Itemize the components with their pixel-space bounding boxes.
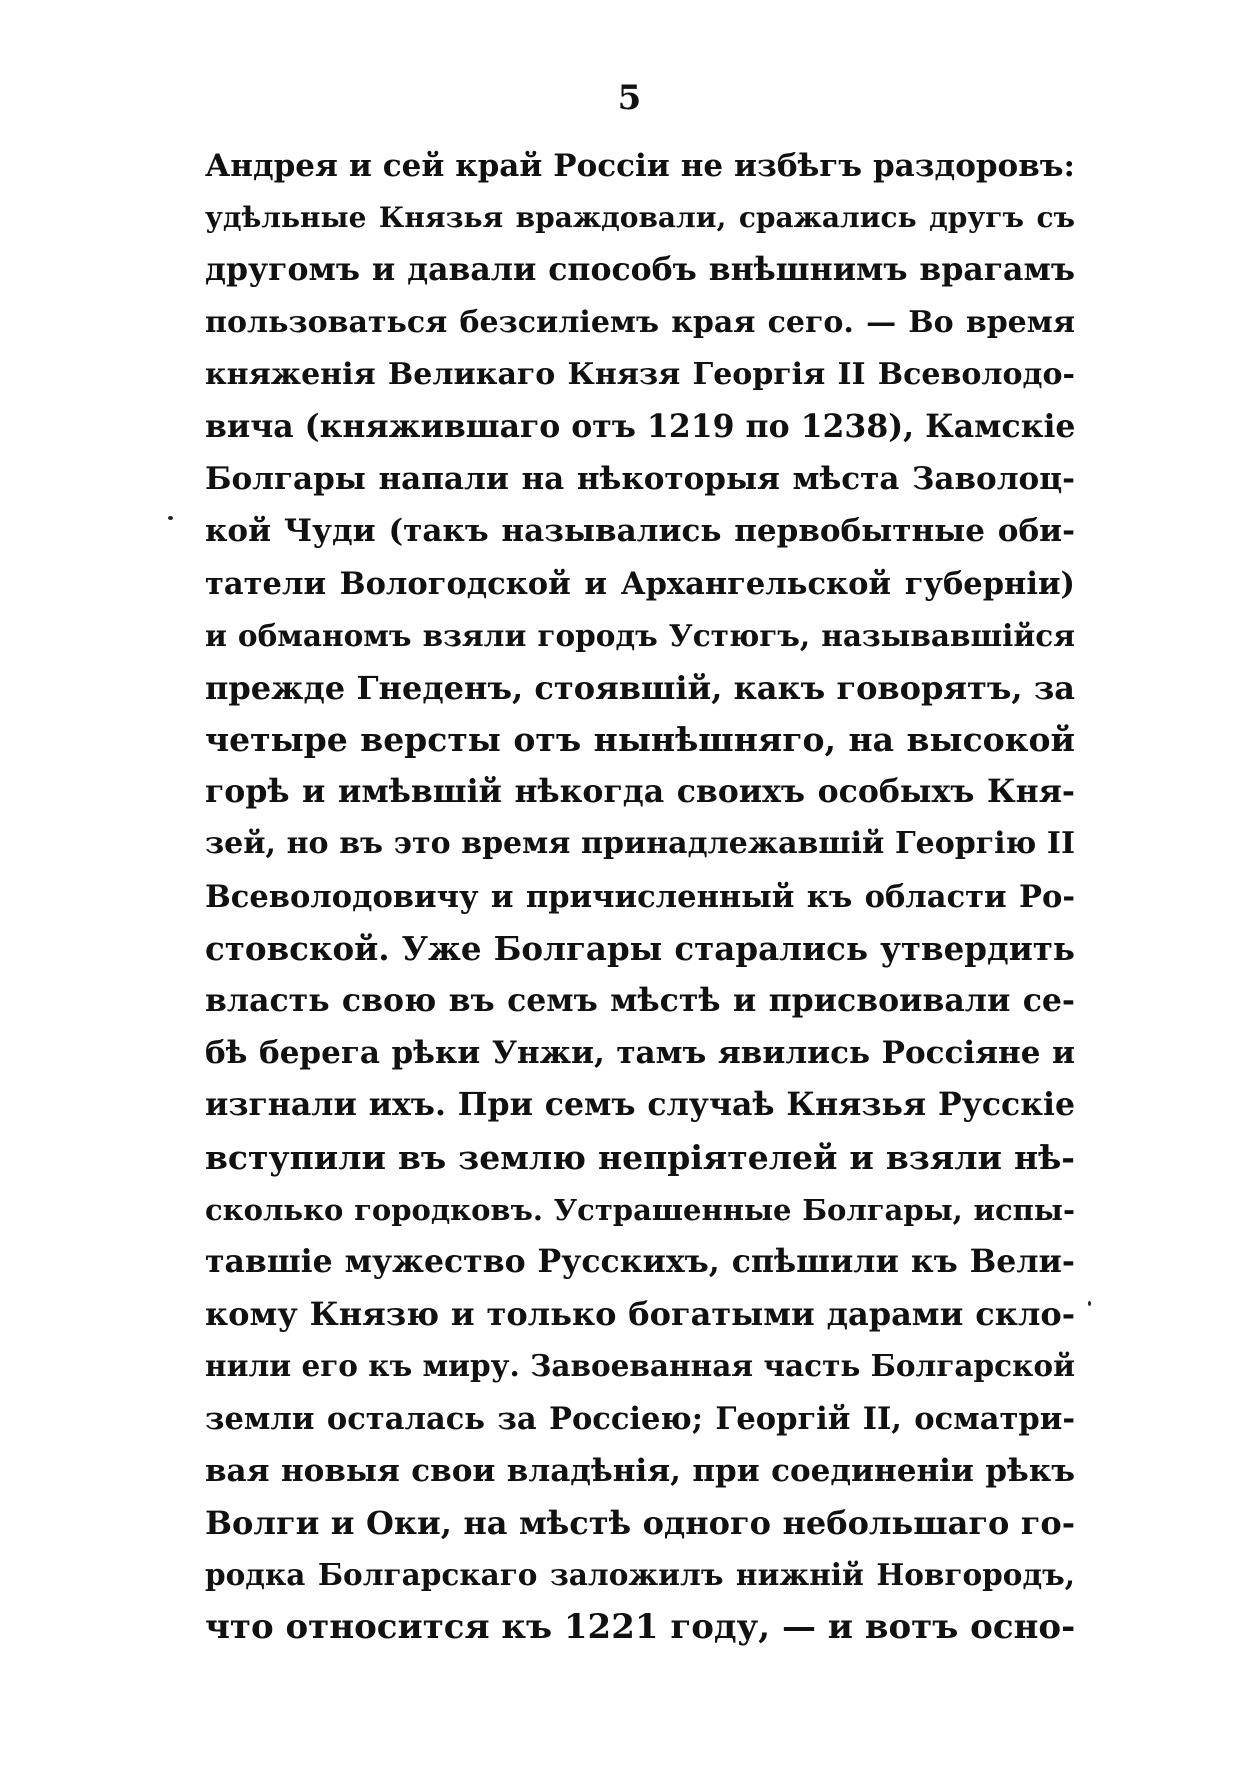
text-line: изгнали ихъ. При семъ случаѣ Князья Русскіе	[205, 1086, 1075, 1124]
text-line: другомъ и давали способъ внѣшнимъ врагамъ	[205, 251, 1075, 289]
text-line: Волги и Оки, на мѣстѣ одного небольшаго го-	[205, 1503, 1075, 1542]
text-line: Всеволодовичу и причисленный къ области Ро-	[205, 878, 1075, 915]
page-number: 5	[617, 78, 642, 118]
text-line: кой Чуди (такъ назывались первобытные оби-	[205, 513, 1075, 550]
text-line: что относится къ 1221 году, — и вотъ осно-	[205, 1607, 1075, 1648]
scan-speck	[1088, 1301, 1091, 1306]
text-line: пользоваться безсиліемъ края сего. — Во время	[205, 304, 1075, 340]
text-line: вступили въ землю непріятелей и взяли нѣ-	[205, 1137, 1075, 1177]
text-line: сколько городковъ. Устрашенные Болгары, испы-	[205, 1192, 1075, 1227]
text-line: удѣльные Князья враждовали, сражались другъ съ	[205, 201, 1075, 235]
scan-speck	[168, 516, 173, 520]
text-line: и обманомъ взяли городъ Устюгъ, называвшійся	[205, 617, 1075, 653]
text-line: тавшіе мужество Русскихъ, спѣшили къ Вели-	[205, 1242, 1075, 1280]
text-line: татели Вологодской и Архангельской губерніи)	[205, 565, 1075, 602]
text-line: кому Князю и только богатыми дарами скло-	[205, 1295, 1075, 1334]
text-line: горѣ и имѣвшій нѣкогда своихъ особыхъ Кня-	[205, 773, 1075, 811]
body-text	[205, 140, 1075, 1653]
text-line: княженія Великаго Князя Георгія II Всеволодо-	[205, 356, 1075, 392]
text-line: стовской. Уже Болгары старались утвердить	[205, 928, 1075, 968]
text-line: бѣ берега рѣки Унжи, тамъ явились Россіяне и	[205, 1035, 1075, 1072]
text-line: власть свою въ семъ мѣстѣ и присвоивали се-	[205, 982, 1075, 1019]
text-line: Андрея и сей край Россіи не избѣгъ раздоровъ:	[205, 148, 1075, 184]
text-line: зей, но въ это время принадлежавшій Георгію II	[205, 826, 1075, 862]
text-line: четыре версты отъ нынѣшняго, на высокой	[205, 720, 1075, 760]
text-line: нили его къ миру. Завоеванная часть Болгарской	[205, 1348, 1075, 1384]
text-line: земли осталась за Россіею; Георгій II, осматри-	[205, 1400, 1075, 1437]
text-line: родка Болгарскаго заложилъ нижній Новгородъ,	[205, 1557, 1075, 1593]
text-line: вая новыя свои владѣнія, при соединеніи рѣкъ	[205, 1452, 1075, 1489]
text-line: прежде Гнеденъ, стоявшій, какъ говорятъ, за	[205, 668, 1075, 707]
text-line: Болгары напали на нѣкоторыя мѣста Заволоц-	[205, 461, 1075, 498]
text-line: вича (княжившаго отъ 1219 по 1238), Камскіе	[205, 407, 1075, 445]
